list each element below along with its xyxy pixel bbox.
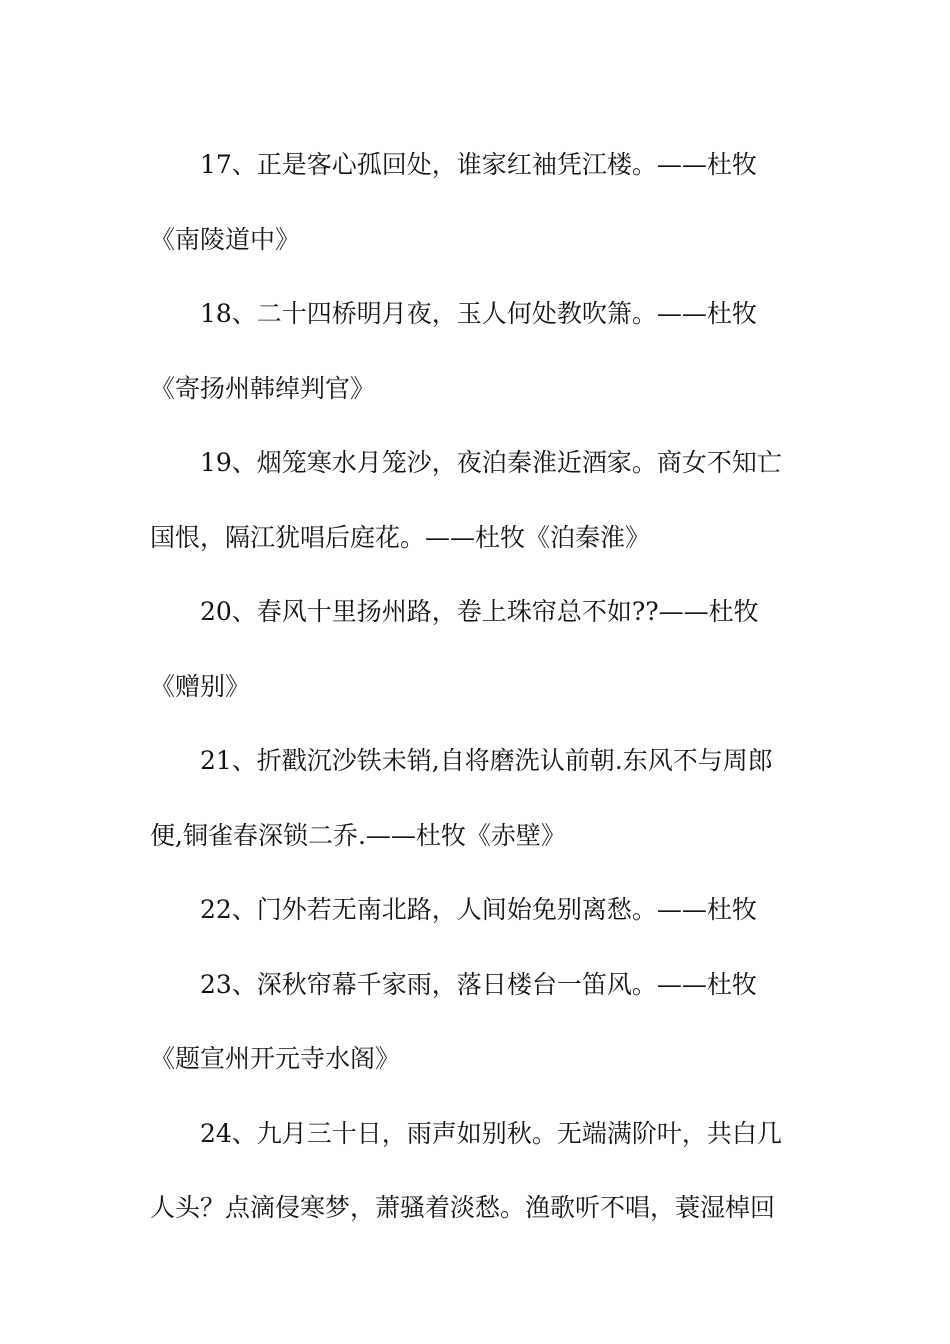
text-line: 便,铜雀春深锁二乔.——杜牧《赤壁》 <box>150 820 566 850</box>
text-line: 《题宣州开元寺水阁》 <box>150 1044 401 1073</box>
text-line: 《寄扬州韩绰判官》 <box>150 373 376 403</box>
text-line: 国恨，隔江犹唱后庭花。——杜牧《泊秦淮》 <box>150 522 651 552</box>
text-line: 19、烟笼寒水月笼沙，夜泊秦淮近酒家。商女不知亡 <box>200 448 782 477</box>
text-line: 23、深秋帘幕千家雨，落日楼台一笛风。——杜牧 <box>200 969 757 999</box>
text-line: 24、九月三十日，雨声如别秋。无端满阶叶，共白几 <box>200 1118 782 1148</box>
text-line: 20、春风十里扬州路，卷上珠帘总不如??——杜牧 <box>200 597 759 626</box>
text-line: 《南陵道中》 <box>150 224 301 254</box>
text-line: 17、正是客心孤回处，谁家红袖凭江楼。——杜牧 <box>200 150 757 179</box>
text-line: 《赠别》 <box>150 671 251 701</box>
text-line: 21、折戳沉沙铁未销,自将磨洗认前朝.东风不与周郎 <box>200 746 773 775</box>
text-line: 18、二十四桥明月夜，玉人何处教吹箫。——杜牧 <box>200 299 757 328</box>
poem-text-block <box>150 128 800 1246</box>
text-line: 22、门外若无南北路，人间始免别离愁。——杜牧 <box>200 895 757 924</box>
text-line: 人头？点滴侵寒梦，萧骚着淡愁。渔歌听不唱，蓑湿棹回 <box>150 1193 776 1222</box>
